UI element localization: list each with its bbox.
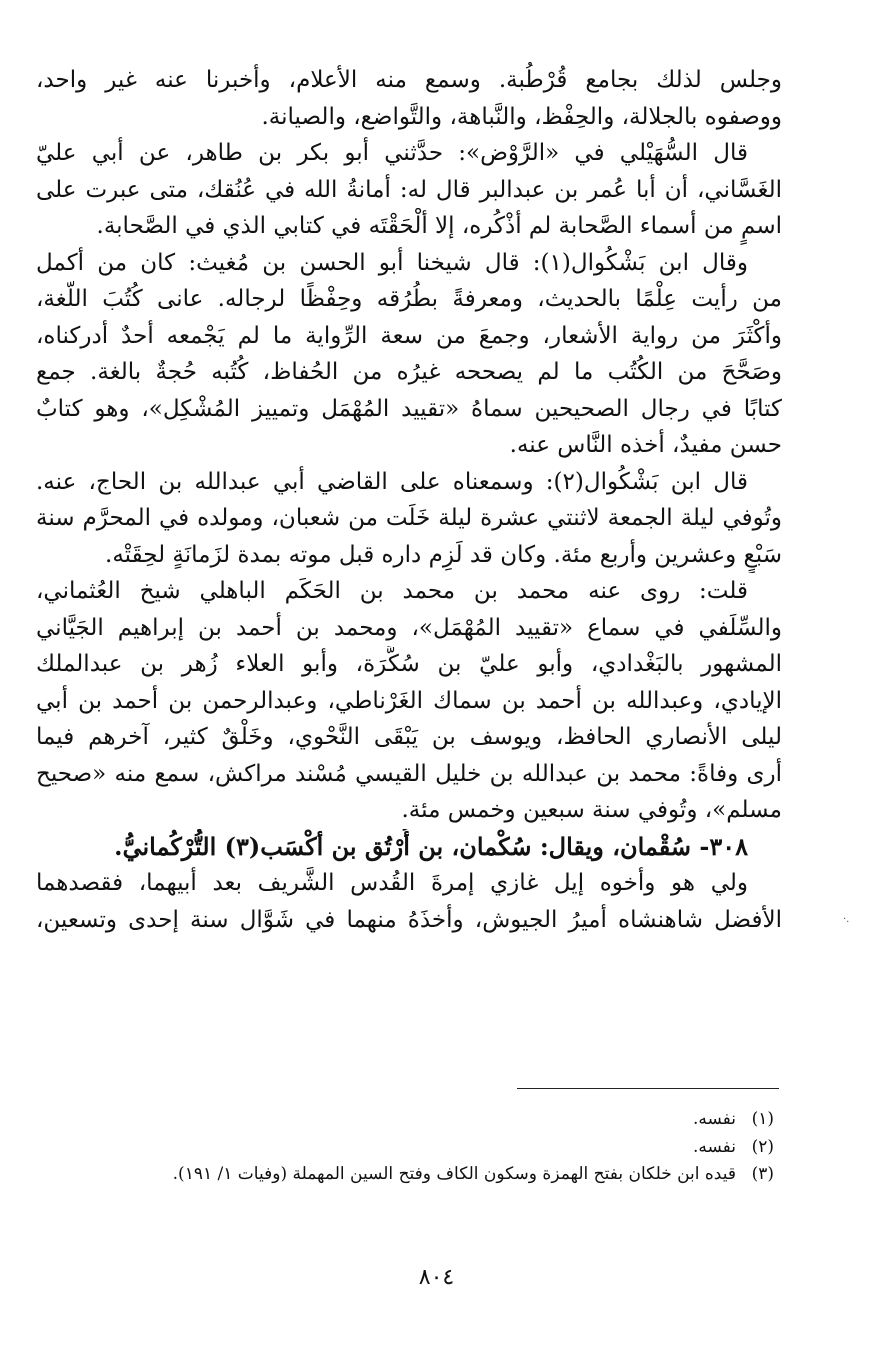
text-line: كتابًا في رجال الصحيحين سماهُ «تقييد المُهْمَل وتمييز المُشْكِل»، وهو كتابٌ [36, 395, 782, 422]
text-line: قال السُّهَيْلي في «الرَّوْض»: حدَّثني أبو بكر بن طاهر، عن أبي عليّ [36, 140, 748, 166]
text-line: المشهور بالبَغْدادي، وأبو عليّ بن سُكَّرَة، وأبو العلاء زُهر بن عبدالملك [36, 651, 782, 677]
page-number: ٨٠٤ [418, 1265, 455, 1290]
text-line: والسِّلَفي في سماع «تقييد المُهْمَل»، ومحمد بن أحمد بن إبراهيم الجَيَّاني [36, 614, 782, 641]
footnote [36, 1161, 782, 1189]
text-line: ولي هو وأخوه إيل غازي إمرةَ القُدس الشَّريف بعد أبيهما، فقصدهما [36, 870, 748, 896]
text-line: اسمٍ من أسماء الصَّحابة لم أذْكُره، إلا ألْحَقْتَه في كتابي الذي في الصَّحابة. [96, 213, 782, 239]
text-line: ووصفوه بالجلالة، والحِفْظ، والنَّباهة، والتَّواضع، والصيانة. [261, 103, 782, 130]
text-line: الغَسَّاني، أن أبا عُمر بن عبدالبر قال له: أمانةُ الله في عُنُقك، متى عبرت على [36, 176, 782, 203]
footnote-separator [517, 1088, 779, 1089]
text-line: وتُوفي ليلة الجمعة لاثنتي عشرة ليلة خَلَت من شعبان، ومولده في المحرَّم سنة [36, 505, 782, 531]
footnote-number: (٢) [751, 1136, 774, 1157]
footnote [36, 1106, 782, 1134]
text-line: سَبْعٍ وعشرين وأربع مئة. وكان قد لَزِم داره قبل موته بمدة لزَمانَةٍ لحِقَتْه. [105, 541, 782, 568]
entry-heading: ٣٠٨- سُقْمان، ويقال: سُكْمان، بن أُرْتُق بن أكْسَب(٣) التُّرْكُمانيُّ. [114, 831, 748, 861]
footnote [36, 1134, 782, 1162]
print-speck: ·. [843, 914, 850, 925]
text-line: مسلم»، وتُوفي سنة سبعين وخمس مئة. [401, 797, 782, 823]
footnote-text: نفسه. [692, 1136, 736, 1157]
text-line: حسن مفيدٌ، أخذه النَّاس عنه. [509, 432, 782, 458]
text-line: من رأيت عِلْمًا بالحديث، ومعرفةً بطُرُقه وحِفْظًا لرجاله. عانى كُتُبَ اللُّغة، [36, 286, 782, 312]
footnote-number: (١) [751, 1109, 774, 1129]
text-line: وصَحَّحَ من الكُتُب ما لم يصححه غيرُه من الحُفاظ، كُتُبه حُجةٌ بالغة. جمع [36, 359, 782, 385]
main-text [36, 62, 782, 938]
text-line: الأفضل شاهنشاه أميرُ الجيوش، وأخذَهُ منهما في شَوَّال سنة إحدى وتسعين، [36, 906, 782, 933]
text-line: وقال ابن بَشْكُوال(١): قال شيخنا أبو الحسن بن مُغيث: كان من أكمل [36, 249, 748, 276]
footnote-text: نفسه. [692, 1109, 736, 1129]
text-line: وجلس لذلك بجامع قُرْطُبة. وسمع منه الأعلام، وأخبرنا عنه غير واحد، [36, 67, 782, 93]
footnote-number: (٣) [751, 1164, 774, 1184]
footnotes [36, 1106, 782, 1189]
text-line: ليلى الأنصاري الحافظ، ويوسف بن يَبْقَى النَّحْوي، وخَلْقٌ كثير، آخرهم فيما [36, 724, 782, 750]
text-line: قلت: روى عنه محمد بن محمد بن الحَكَم الباهلي شيخ العُثماني، [36, 578, 748, 604]
text-line: وأكْثَرَ من رواية الأشعار، وجمعَ من سعة الرِّواية ما لم يَجْمعه أحدٌ أدركناه، [36, 322, 782, 349]
text-line: الإيادي، وعبدالله بن أحمد بن سماك الغَرْناطي، وعبدالرحمن بن أحمد بن أبي [36, 687, 782, 714]
text-line: أرى وفاةً: محمد بن عبدالله بن خليل القيسي مُسْند مراكش، سمع منه «صحيح [36, 760, 782, 787]
text-line: قال ابن بَشْكُوال(٢): وسمعناه على القاضي أبي عبدالله بن الحاج، عنه. [36, 468, 748, 495]
footnote-text: قيده ابن خلكان بفتح الهمزة وسكون الكاف وفتح السين المهملة (وفيات ١/ ١٩١). [172, 1164, 736, 1184]
